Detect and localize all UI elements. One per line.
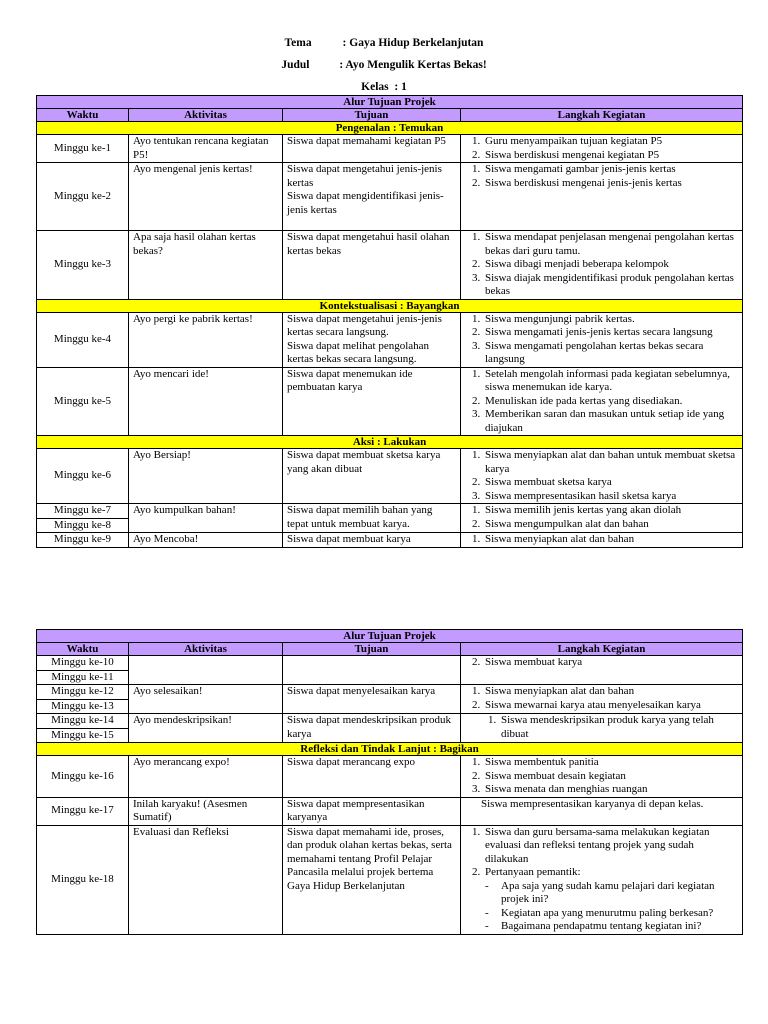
tema-label: Tema <box>284 37 312 49</box>
phase-label: Aksi : Lakukan <box>37 436 743 449</box>
langkah-item: 2. Siswa berdiskusi mengenai jenis-jenis kertas <box>483 177 738 191</box>
langkah-item: 2. Siswa membuat sketsa karya <box>483 476 738 490</box>
langkah-cell <box>461 656 743 685</box>
tujuan-text: Siswa dapat menyelesaikan karya <box>287 685 436 697</box>
waktu-cell: Minggu ke-17 <box>37 797 129 825</box>
tujuan-cell <box>283 504 461 533</box>
tujuan-cell <box>283 135 461 163</box>
table-row <box>37 163 743 231</box>
langkah-item: 1. Siswa memilih jenis kertas yang akan diolah <box>483 504 738 518</box>
aktivitas-cell: Ayo mencari ide! <box>129 367 283 436</box>
langkah-item: 1. Siswa mengamati gambar jenis-jenis kertas <box>483 163 738 177</box>
dash-mark: - <box>485 879 489 892</box>
tema-line <box>0 32 768 54</box>
langkah-cell <box>461 135 743 163</box>
table-row <box>37 231 743 300</box>
aktivitas-cell: Ayo pergi ke pabrik kertas! <box>129 312 283 367</box>
langkah-item: 3. Siswa mempresentasikan hasil sketsa karya <box>483 490 738 504</box>
langkah-item: 1. Guru menyampaikan tujuan kegiatan P5 <box>483 135 738 149</box>
table-row <box>37 756 743 798</box>
langkah-item: 3. Siswa mengamati pengolahan kertas bekas secara langsung <box>483 340 738 367</box>
langkah-item: 1. Siswa mengunjungi pabrik kertas. <box>483 313 738 327</box>
alur-tujuan-table-2 <box>36 629 743 935</box>
pertanyaan-text: Apa saja yang sudah kamu pelajari dari kegiatan projek ini? <box>501 879 715 905</box>
langkah-item: 1. Siswa menyiapkan alat dan bahan untuk membuat sketsa karya <box>483 449 738 476</box>
phase-row <box>37 299 743 312</box>
phase-label: Refleksi dan Tindak Lanjut : Bagikan <box>37 743 743 756</box>
judul-line <box>0 54 768 76</box>
waktu-cell: Minggu ke-1 <box>37 135 129 163</box>
langkah-item: 2. Siswa membuat karya <box>483 656 738 670</box>
tujuan-text: Siswa dapat menemukan ide pembuatan karya <box>287 367 413 393</box>
langkah-item: 3. Siswa diajak mengidentifikasi produk pengolahan kertas bekas <box>483 272 738 299</box>
tujuan-cell <box>283 163 461 231</box>
langkah-item: 1. Siswa membentuk panitia <box>483 756 738 770</box>
aktivitas-cell: Ayo mendeskripsikan! <box>129 714 283 743</box>
tujuan-cell <box>283 367 461 436</box>
col-aktivitas: Aktivitas <box>129 643 283 656</box>
langkah-item <box>483 866 738 880</box>
waktu-cell: Minggu ke-8 <box>37 518 129 533</box>
table-row <box>37 449 743 504</box>
tujuan-cell <box>283 231 461 300</box>
table-title-row <box>37 96 743 109</box>
tujuan-cell <box>283 312 461 367</box>
tujuan-cell <box>283 656 461 685</box>
langkah-cell <box>461 685 743 714</box>
langkah-item: 2. Siswa mengumpulkan alat dan bahan <box>483 518 738 532</box>
tujuan-text: Siswa dapat mengidentifikasi jenis-jenis kertas <box>287 190 444 216</box>
langkah-cell <box>461 825 743 934</box>
aktivitas-cell: Ayo Mencoba! <box>129 533 283 548</box>
pertanyaan-text: Bagaimana pendapatmu tentang kegiatan ini? <box>501 920 702 932</box>
alur-tujuan-table-1 <box>36 95 743 548</box>
aktivitas-cell: Ayo kumpulkan bahan! <box>129 504 283 533</box>
tujuan-cell <box>283 533 461 548</box>
langkah-cell <box>461 367 743 436</box>
phase-row <box>37 436 743 449</box>
langkah-item: 2. Menuliskan ide pada kertas yang disediakan. <box>483 395 738 409</box>
waktu-cell: Minggu ke-6 <box>37 449 129 504</box>
table-title-row <box>37 630 743 643</box>
tujuan-cell <box>283 756 461 798</box>
col-aktivitas: Aktivitas <box>129 109 283 122</box>
pertanyaan-item <box>483 920 738 934</box>
table-row <box>37 533 743 548</box>
langkah-item: 1. Siswa dan guru bersama-sama melakukan kegiatan evaluasi dan refleksi tentang projek yang sudah dilakukan <box>483 826 738 867</box>
langkah-item: 1. Siswa menyiapkan alat dan bahan <box>483 533 738 547</box>
langkah-item: 2. Siswa membuat desain kegiatan <box>483 770 738 784</box>
langkah-item: 2. Siswa dibagi menjadi beberapa kelompok <box>483 258 738 272</box>
aktivitas-cell: Apa saja hasil olahan kertas bekas? <box>129 231 283 300</box>
tujuan-text: Siswa dapat merancang expo <box>287 756 415 768</box>
waktu-cell: Minggu ke-7 <box>37 504 129 519</box>
langkah-cell <box>461 312 743 367</box>
waktu-cell: Minggu ke-18 <box>37 825 129 934</box>
document-header <box>0 32 768 98</box>
tujuan-text: Siswa dapat memahami ide, proses, dan produk olahan kertas bekas, serta memahami tentang Profil Pelajar Pancasila melalui projek bertema Gaya Hidup Berkelanjutan <box>287 825 452 892</box>
waktu-cell: Minggu ke-16 <box>37 756 129 798</box>
aktivitas-cell: Ayo mengenal jenis kertas! <box>129 163 283 231</box>
langkah-item-text: Pertanyaan pemantik: <box>485 866 581 878</box>
langkah-item: 3. Siswa menata dan menghias ruangan <box>483 783 738 797</box>
tujuan-cell <box>283 714 461 743</box>
table-row <box>37 135 743 163</box>
col-langkah: Langkah Kegiatan <box>461 643 743 656</box>
tujuan-text: Siswa dapat melihat pengolahan kertas bekas secara langsung. <box>287 339 430 365</box>
dash-mark: - <box>485 920 489 932</box>
column-header-row <box>37 109 743 122</box>
col-waktu: Waktu <box>37 643 129 656</box>
langkah-cell <box>461 504 743 533</box>
waktu-cell: Minggu ke-10 <box>37 656 129 671</box>
pertanyaan-text: Kegiatan apa yang menurutmu paling berkesan? <box>501 906 714 919</box>
langkah-cell <box>461 163 743 231</box>
pertanyaan-item <box>483 880 738 907</box>
tema-value: : Gaya Hidup Berkelanjutan <box>342 37 484 49</box>
tujuan-text: Siswa dapat mengetahui jenis-jenis kertas secara langsung. <box>287 312 442 338</box>
tujuan-text: Siswa dapat membuat karya <box>287 533 411 545</box>
tujuan-text: Siswa dapat mempresentasikan karyanya <box>287 797 425 823</box>
langkah-item: 1. Setelah mengolah informasi pada kegiatan sebelumnya, siswa menemukan ide karya. <box>483 368 738 395</box>
table-title: Alur Tujuan Projek <box>37 630 743 643</box>
waktu-cell: Minggu ke-9 <box>37 533 129 548</box>
table-row <box>37 312 743 367</box>
aktivitas-cell: Ayo merancang expo! <box>129 756 283 798</box>
waktu-cell: Minggu ke-14 <box>37 714 129 729</box>
phase-label: Kontekstualisasi : Bayangkan <box>37 299 743 312</box>
tujuan-cell <box>283 685 461 714</box>
aktivitas-cell: Ayo Bersiap! <box>129 449 283 504</box>
phase-row <box>37 743 743 756</box>
table-title: Alur Tujuan Projek <box>37 96 743 109</box>
langkah-cell <box>461 797 743 825</box>
tujuan-cell <box>283 797 461 825</box>
langkah-cell <box>461 533 743 548</box>
table-row <box>37 656 743 671</box>
col-waktu: Waktu <box>37 109 129 122</box>
judul-label: Judul <box>281 59 310 71</box>
aktivitas-cell: Ayo selesaikan! <box>129 685 283 714</box>
kelas-value: : 1 <box>394 81 407 93</box>
column-header-row <box>37 643 743 656</box>
waktu-cell: Minggu ke-13 <box>37 699 129 714</box>
tujuan-text: Siswa dapat membuat sketsa karya yang akan dibuat <box>287 449 441 475</box>
langkah-cell <box>461 714 743 743</box>
langkah-item: 3. Memberikan saran dan masukan untuk setiap ide yang diajukan <box>483 408 738 435</box>
waktu-cell: Minggu ke-4 <box>37 312 129 367</box>
aktivitas-cell: Ayo tentukan rencana kegiatan P5! <box>129 135 283 163</box>
waktu-cell: Minggu ke-3 <box>37 231 129 300</box>
table-row <box>37 367 743 436</box>
aktivitas-cell <box>129 656 283 685</box>
tujuan-text: Siswa dapat memahami kegiatan P5 <box>287 135 446 147</box>
col-langkah: Langkah Kegiatan <box>461 109 743 122</box>
judul-value: : Ayo Mengulik Kertas Bekas! <box>339 59 487 71</box>
tujuan-text: Siswa dapat mengetahui hasil olahan kertas bekas <box>287 231 450 257</box>
waktu-cell: Minggu ke-12 <box>37 685 129 700</box>
langkah-cell <box>461 231 743 300</box>
tujuan-text: Siswa dapat memilih bahan yang tepat untuk membuat karya. <box>287 504 433 530</box>
waktu-cell: Minggu ke-11 <box>37 670 129 685</box>
phase-label: Pengenalan : Temukan <box>37 122 743 135</box>
langkah-item: 2. Siswa mewarnai karya atau menyelesaikan karya <box>483 699 738 713</box>
waktu-cell: Minggu ke-5 <box>37 367 129 436</box>
table-row <box>37 685 743 700</box>
langkah-item: 2. Siswa mengamati jenis-jenis kertas secara langsung <box>483 326 738 340</box>
pertanyaan-item <box>483 907 738 921</box>
langkah-cell <box>461 756 743 798</box>
langkah-item: 1. Siswa mendeskripsikan produk karya yang telah dibuat <box>499 714 738 741</box>
tujuan-cell <box>283 825 461 934</box>
table-row <box>37 504 743 519</box>
col-tujuan: Tujuan <box>283 643 461 656</box>
tujuan-text: Siswa dapat mengetahui jenis-jenis kertas <box>287 163 442 189</box>
langkah-item: Siswa mempresentasikan karyanya di depan kelas. <box>481 797 704 810</box>
tujuan-text: Siswa dapat mendeskripsikan produk karya <box>287 714 452 740</box>
table-row <box>37 714 743 729</box>
pertanyaan-list <box>465 880 738 934</box>
phase-row <box>37 122 743 135</box>
waktu-cell: Minggu ke-15 <box>37 728 129 743</box>
aktivitas-cell: Evaluasi dan Refleksi <box>129 825 283 934</box>
langkah-item: 1. Siswa mendapat penjelasan mengenai pengolahan kertas bekas dari guru tamu. <box>483 231 738 258</box>
langkah-item: 1. Siswa menyiapkan alat dan bahan <box>483 685 738 699</box>
kelas-label: Kelas <box>361 81 389 93</box>
aktivitas-cell: Inilah karyaku! (Asesmen Sumatif) <box>129 797 283 825</box>
waktu-cell: Minggu ke-2 <box>37 163 129 231</box>
tujuan-cell <box>283 449 461 504</box>
col-tujuan: Tujuan <box>283 109 461 122</box>
dash-mark: - <box>485 906 489 919</box>
table-row <box>37 797 743 825</box>
langkah-item: 2. Siswa berdiskusi mengenai kegiatan P5 <box>483 149 738 163</box>
langkah-cell <box>461 449 743 504</box>
table-row <box>37 825 743 934</box>
